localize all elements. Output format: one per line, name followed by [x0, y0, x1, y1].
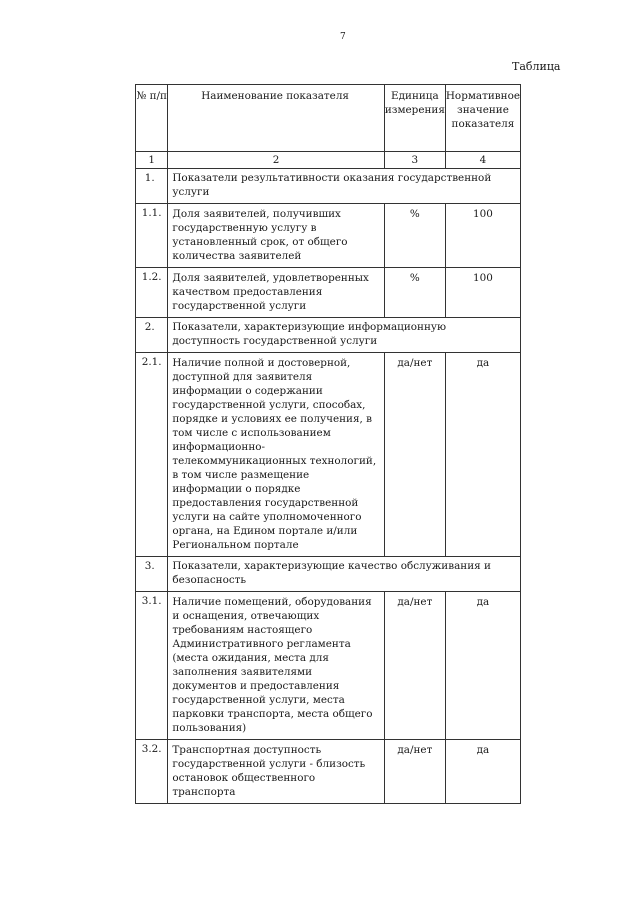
row-number: 1.1.: [136, 204, 168, 268]
column-number: 1: [136, 152, 168, 169]
column-number: 3: [384, 152, 445, 169]
row-name: Наличие помещений, оборудования и оснащения, отвечающих требованиям настоящего Административного регламента (места ожидания, места для заполнения заявителями документов и предоставления государственной услуги, места парковки транспорта, места общего пользования): [168, 592, 384, 740]
section-number: 1.: [136, 169, 168, 204]
header-unit: Единица измерения: [384, 85, 445, 152]
row-number: 1.2.: [136, 268, 168, 318]
section-row: [136, 169, 521, 204]
row-unit: да/нет: [384, 592, 445, 740]
row-number: 3.1.: [136, 592, 168, 740]
table-row: [136, 204, 521, 268]
row-value: 100: [445, 204, 520, 268]
row-value: да: [445, 592, 520, 740]
column-number: 4: [445, 152, 520, 169]
row-unit: %: [384, 268, 445, 318]
section-number: 3.: [136, 557, 168, 592]
table-row: [136, 353, 521, 557]
row-value: да: [445, 740, 520, 804]
section-title: Показатели, характеризующие информационную доступность государственной услуги: [168, 318, 521, 353]
header-name: Наименование показателя: [168, 85, 384, 152]
table-row: [136, 268, 521, 318]
column-number: 2: [168, 152, 384, 169]
table-row: [136, 740, 521, 804]
row-unit: да/нет: [384, 353, 445, 557]
section-number: 2.: [136, 318, 168, 353]
section-title: Показатели, характеризующие качество обслуживания и безопасность: [168, 557, 521, 592]
header-num: № п/п: [136, 85, 168, 152]
section-row: [136, 557, 521, 592]
row-name: Транспортная доступность государственной услуги - близость остановок общественного транспорта: [168, 740, 384, 804]
row-unit: да/нет: [384, 740, 445, 804]
row-number: 3.2.: [136, 740, 168, 804]
section-title: Показатели результативности оказания государственной услуги: [168, 169, 521, 204]
row-number: 2.1.: [136, 353, 168, 557]
row-name: Наличие полной и достоверной, доступной для заявителя информации о содержании государственной услуги, способах, порядке и условиях ее получения, в том числе с использованием информационно-телекоммуникационных технологий, в том числе размещение информации о порядке предоставления государственной услуги на сайте уполномоченного органа, на Едином портале и/или Региональном портале: [168, 353, 384, 557]
row-value: 100: [445, 268, 520, 318]
section-row: [136, 318, 521, 353]
row-name: Доля заявителей, удовлетворенных качеством предоставления государственной услуги: [168, 268, 384, 318]
table-caption: Таблица: [512, 60, 561, 73]
row-name: Доля заявителей, получивших государственную услугу в установленный срок, от общего количества заявителей: [168, 204, 384, 268]
indicators-table: [135, 84, 521, 804]
table-row: [136, 592, 521, 740]
table-header-row: [136, 85, 521, 152]
column-numbers-row: [136, 152, 521, 169]
page-number: 7: [340, 32, 346, 42]
header-norm: Нормативное значение показателя: [445, 85, 520, 152]
row-value: да: [445, 353, 520, 557]
row-unit: %: [384, 204, 445, 268]
